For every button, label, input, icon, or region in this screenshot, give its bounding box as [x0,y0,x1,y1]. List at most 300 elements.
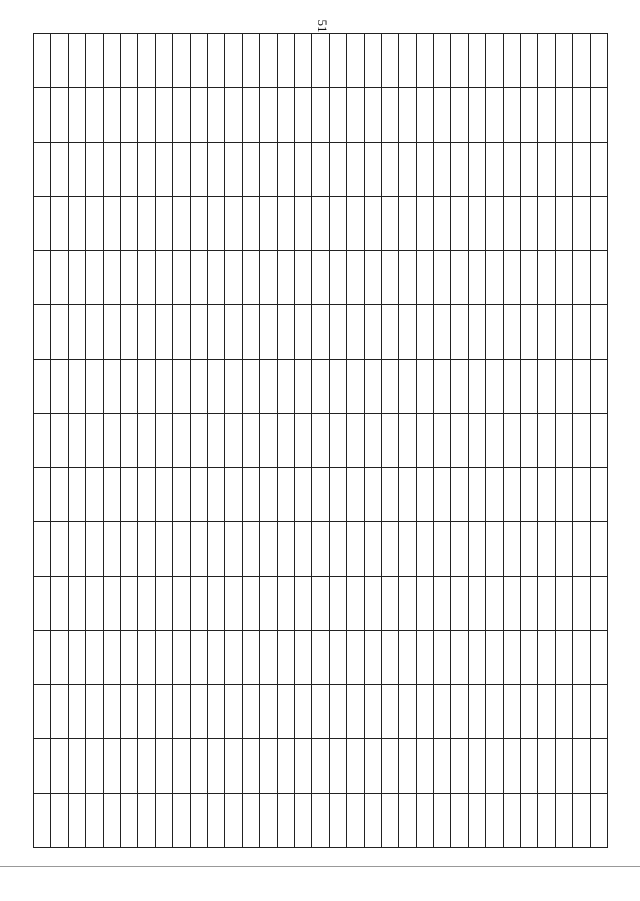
table-cell [573,576,590,630]
table-cell [86,142,103,196]
table-cell [34,739,52,793]
table-cell [51,739,68,793]
table-cell [68,576,85,630]
table-cell [190,196,207,250]
table-cell [155,34,172,88]
table-row [121,34,138,848]
table-cell [225,196,242,250]
rotated-table-container [33,33,608,848]
table-cell [416,88,433,142]
table-row [590,34,607,848]
table-cell [451,793,468,847]
table-cell [277,522,294,576]
table-cell [503,34,520,88]
table-cell [451,305,468,359]
table-cell [486,576,503,630]
table-cell [68,739,85,793]
table-cell [555,251,572,305]
table-cell [555,305,572,359]
table-cell [294,468,311,522]
table-cell [573,88,590,142]
table-cell [329,88,346,142]
table-cell [364,630,381,684]
table-cell [468,793,485,847]
table-cell [347,793,364,847]
table-cell [312,359,329,413]
table-cell [68,793,85,847]
table-cell [312,196,329,250]
table-cell [155,142,172,196]
table-cell [103,468,120,522]
table-cell [68,305,85,359]
table-cell [155,88,172,142]
table-cell [294,522,311,576]
table-cell [399,88,416,142]
table-cell [503,251,520,305]
table-cell [538,196,555,250]
table-cell [294,196,311,250]
table-cell [68,251,85,305]
table-cell [486,196,503,250]
table-cell [468,251,485,305]
table-cell [329,576,346,630]
table-cell [173,739,190,793]
table-cell [399,630,416,684]
table-cell [225,142,242,196]
table-cell [381,576,398,630]
table-cell [103,196,120,250]
table-cell [538,251,555,305]
table-cell [329,630,346,684]
table-cell [138,88,155,142]
table-cell [312,576,329,630]
table-row [347,34,364,848]
table-cell [538,739,555,793]
table-cell [312,413,329,467]
table-cell [155,685,172,739]
table-cell [138,739,155,793]
table-cell [260,413,277,467]
table-cell [399,468,416,522]
table-cell [138,630,155,684]
table-cell [260,793,277,847]
table-cell [573,468,590,522]
table-cell [34,522,52,576]
table-cell [347,142,364,196]
table-cell [451,522,468,576]
table-cell [242,793,259,847]
table-cell [260,359,277,413]
table-cell [573,196,590,250]
table-cell [190,685,207,739]
table-cell [138,522,155,576]
table-cell [51,793,68,847]
table-cell [34,576,52,630]
table-cell [190,468,207,522]
table-cell [538,413,555,467]
table-cell [590,251,607,305]
table-cell [329,685,346,739]
table-cell [381,34,398,88]
table-cell [573,359,590,413]
table-cell [277,34,294,88]
table-cell [121,142,138,196]
table-cell [347,305,364,359]
table-row [294,34,311,848]
rotated-table-area [33,33,608,848]
table-cell [190,413,207,467]
table-cell [381,251,398,305]
table-cell [555,522,572,576]
table-cell [34,34,52,88]
table-cell [208,359,225,413]
table-cell [329,468,346,522]
table-cell [521,413,538,467]
table-cell [521,468,538,522]
table-cell [34,88,52,142]
table-cell [260,522,277,576]
table-cell [416,630,433,684]
table-cell [538,468,555,522]
table-cell [173,305,190,359]
table-cell [434,739,451,793]
table-cell [155,413,172,467]
table-cell [242,739,259,793]
table-cell [190,251,207,305]
table-cell [416,34,433,88]
table-row [68,34,85,848]
table-cell [468,413,485,467]
table-cell [68,468,85,522]
table-cell [364,34,381,88]
table-row [225,34,242,848]
table-cell [242,34,259,88]
table-cell [451,196,468,250]
table-cell [51,359,68,413]
table-cell [121,413,138,467]
table-cell [503,142,520,196]
table-cell [329,251,346,305]
table-cell [555,196,572,250]
table-cell [434,251,451,305]
budget-table [33,33,608,848]
table-cell [364,685,381,739]
table-cell [86,576,103,630]
table-cell [173,34,190,88]
table-cell [294,576,311,630]
table-cell [573,522,590,576]
table-cell [173,468,190,522]
table-cell [538,88,555,142]
table-cell [103,685,120,739]
table-cell [329,413,346,467]
table-cell [138,251,155,305]
table-cell [260,34,277,88]
table-cell [364,793,381,847]
table-cell [173,142,190,196]
table-cell [173,522,190,576]
table-cell [86,793,103,847]
table-cell [294,305,311,359]
table-cell [190,88,207,142]
table-cell [590,739,607,793]
table-cell [486,685,503,739]
table-cell [173,251,190,305]
table-cell [590,88,607,142]
table-cell [347,468,364,522]
table-cell [434,576,451,630]
table-cell [208,142,225,196]
table-cell [451,630,468,684]
table-cell [312,793,329,847]
table-cell [538,576,555,630]
table-cell [381,630,398,684]
table-cell [434,142,451,196]
table-cell [260,576,277,630]
table-cell [573,142,590,196]
table-cell [294,685,311,739]
table-cell [312,739,329,793]
table-cell [260,196,277,250]
table-cell [277,685,294,739]
table-cell [364,305,381,359]
table-cell [51,34,68,88]
table-cell [329,305,346,359]
table-cell [555,685,572,739]
table-cell [155,793,172,847]
table-cell [503,305,520,359]
table-cell [86,359,103,413]
table-cell [155,630,172,684]
table-cell [86,34,103,88]
table-cell [381,88,398,142]
table-cell [329,793,346,847]
table-cell [364,251,381,305]
table-row [173,34,190,848]
table-cell [381,793,398,847]
table-cell [416,522,433,576]
table-cell [521,522,538,576]
table-cell [434,468,451,522]
table-cell [208,305,225,359]
table-cell [34,359,52,413]
table-cell [590,522,607,576]
table-cell [121,359,138,413]
table-cell [294,88,311,142]
table-cell [86,196,103,250]
table-cell [555,413,572,467]
table-cell [86,88,103,142]
table-cell [121,576,138,630]
table-cell [364,196,381,250]
table-cell [208,630,225,684]
table-cell [434,685,451,739]
table-cell [312,468,329,522]
table-cell [260,468,277,522]
table-cell [103,359,120,413]
table-cell [225,630,242,684]
table-cell [86,739,103,793]
table-cell [573,739,590,793]
table-cell [503,88,520,142]
table-cell [294,793,311,847]
table-cell [364,576,381,630]
table-cell [103,413,120,467]
table-cell [138,793,155,847]
table-cell [121,685,138,739]
table-cell [451,468,468,522]
table-cell [51,685,68,739]
table-cell [173,88,190,142]
table-cell [208,739,225,793]
table-cell [242,413,259,467]
table-cell [103,739,120,793]
table-cell [225,522,242,576]
table-cell [86,413,103,467]
table-cell [451,413,468,467]
table-cell [329,522,346,576]
table-cell [486,630,503,684]
table-cell [521,630,538,684]
table-cell [416,739,433,793]
table-cell [416,793,433,847]
table-cell [208,34,225,88]
table-row [399,34,416,848]
table-cell [590,196,607,250]
table-cell [555,576,572,630]
table-cell [468,630,485,684]
table-cell [434,630,451,684]
table-cell [277,576,294,630]
table-cell [260,88,277,142]
table-cell [155,305,172,359]
table-cell [347,413,364,467]
table-cell [538,522,555,576]
table-cell [399,196,416,250]
table-cell [190,359,207,413]
table-cell [121,88,138,142]
table-cell [121,739,138,793]
table-cell [381,522,398,576]
table-cell [208,576,225,630]
table-cell [416,685,433,739]
table-cell [573,251,590,305]
table-cell [34,685,52,739]
table-cell [103,630,120,684]
table-cell [312,88,329,142]
table-cell [468,196,485,250]
table-cell [434,793,451,847]
table-cell [434,305,451,359]
table-cell [590,34,607,88]
table-cell [312,685,329,739]
table-cell [538,685,555,739]
table-cell [381,196,398,250]
table-cell [208,196,225,250]
table-cell [294,142,311,196]
table-cell [34,251,52,305]
table-cell [34,196,52,250]
table-cell [451,34,468,88]
table-row [190,34,207,848]
table-cell [451,142,468,196]
table-cell [208,413,225,467]
table-cell [468,739,485,793]
table-cell [503,522,520,576]
table-cell [312,142,329,196]
table-row [573,34,590,848]
table-cell [294,413,311,467]
table-cell [34,468,52,522]
table-row [103,34,120,848]
table-cell [416,196,433,250]
table-cell [277,251,294,305]
table-cell [573,793,590,847]
table-cell [103,522,120,576]
table-cell [103,142,120,196]
table-cell [155,251,172,305]
table-cell [381,685,398,739]
table-cell [468,468,485,522]
table-cell [364,142,381,196]
table-cell [521,305,538,359]
table-cell [451,251,468,305]
table-cell [190,142,207,196]
table-cell [86,630,103,684]
table-cell [121,305,138,359]
table-cell [468,88,485,142]
table-cell [381,359,398,413]
table-row [208,34,225,848]
table-cell [329,359,346,413]
table-cell [173,196,190,250]
table-row [364,34,381,848]
table-cell [573,305,590,359]
table-cell [86,468,103,522]
table-row [521,34,538,848]
table-cell [225,305,242,359]
table-cell [486,522,503,576]
table-cell [121,630,138,684]
table-cell [521,793,538,847]
table-cell [260,739,277,793]
table-cell [294,630,311,684]
table-cell [521,196,538,250]
table-row [329,34,346,848]
table-cell [416,305,433,359]
table-cell [555,739,572,793]
table-cell [225,576,242,630]
table-cell [486,413,503,467]
table-cell [225,413,242,467]
table-cell [451,359,468,413]
table-cell [242,142,259,196]
table-cell [86,522,103,576]
table-cell [294,359,311,413]
table-cell [190,522,207,576]
table-cell [329,196,346,250]
table-cell [468,576,485,630]
table-row [51,34,68,848]
table-cell [138,142,155,196]
table-cell [242,630,259,684]
table-cell [486,793,503,847]
table-cell [51,522,68,576]
table-row [138,34,155,848]
table-cell [68,34,85,88]
table-cell [242,305,259,359]
table-cell [34,142,52,196]
